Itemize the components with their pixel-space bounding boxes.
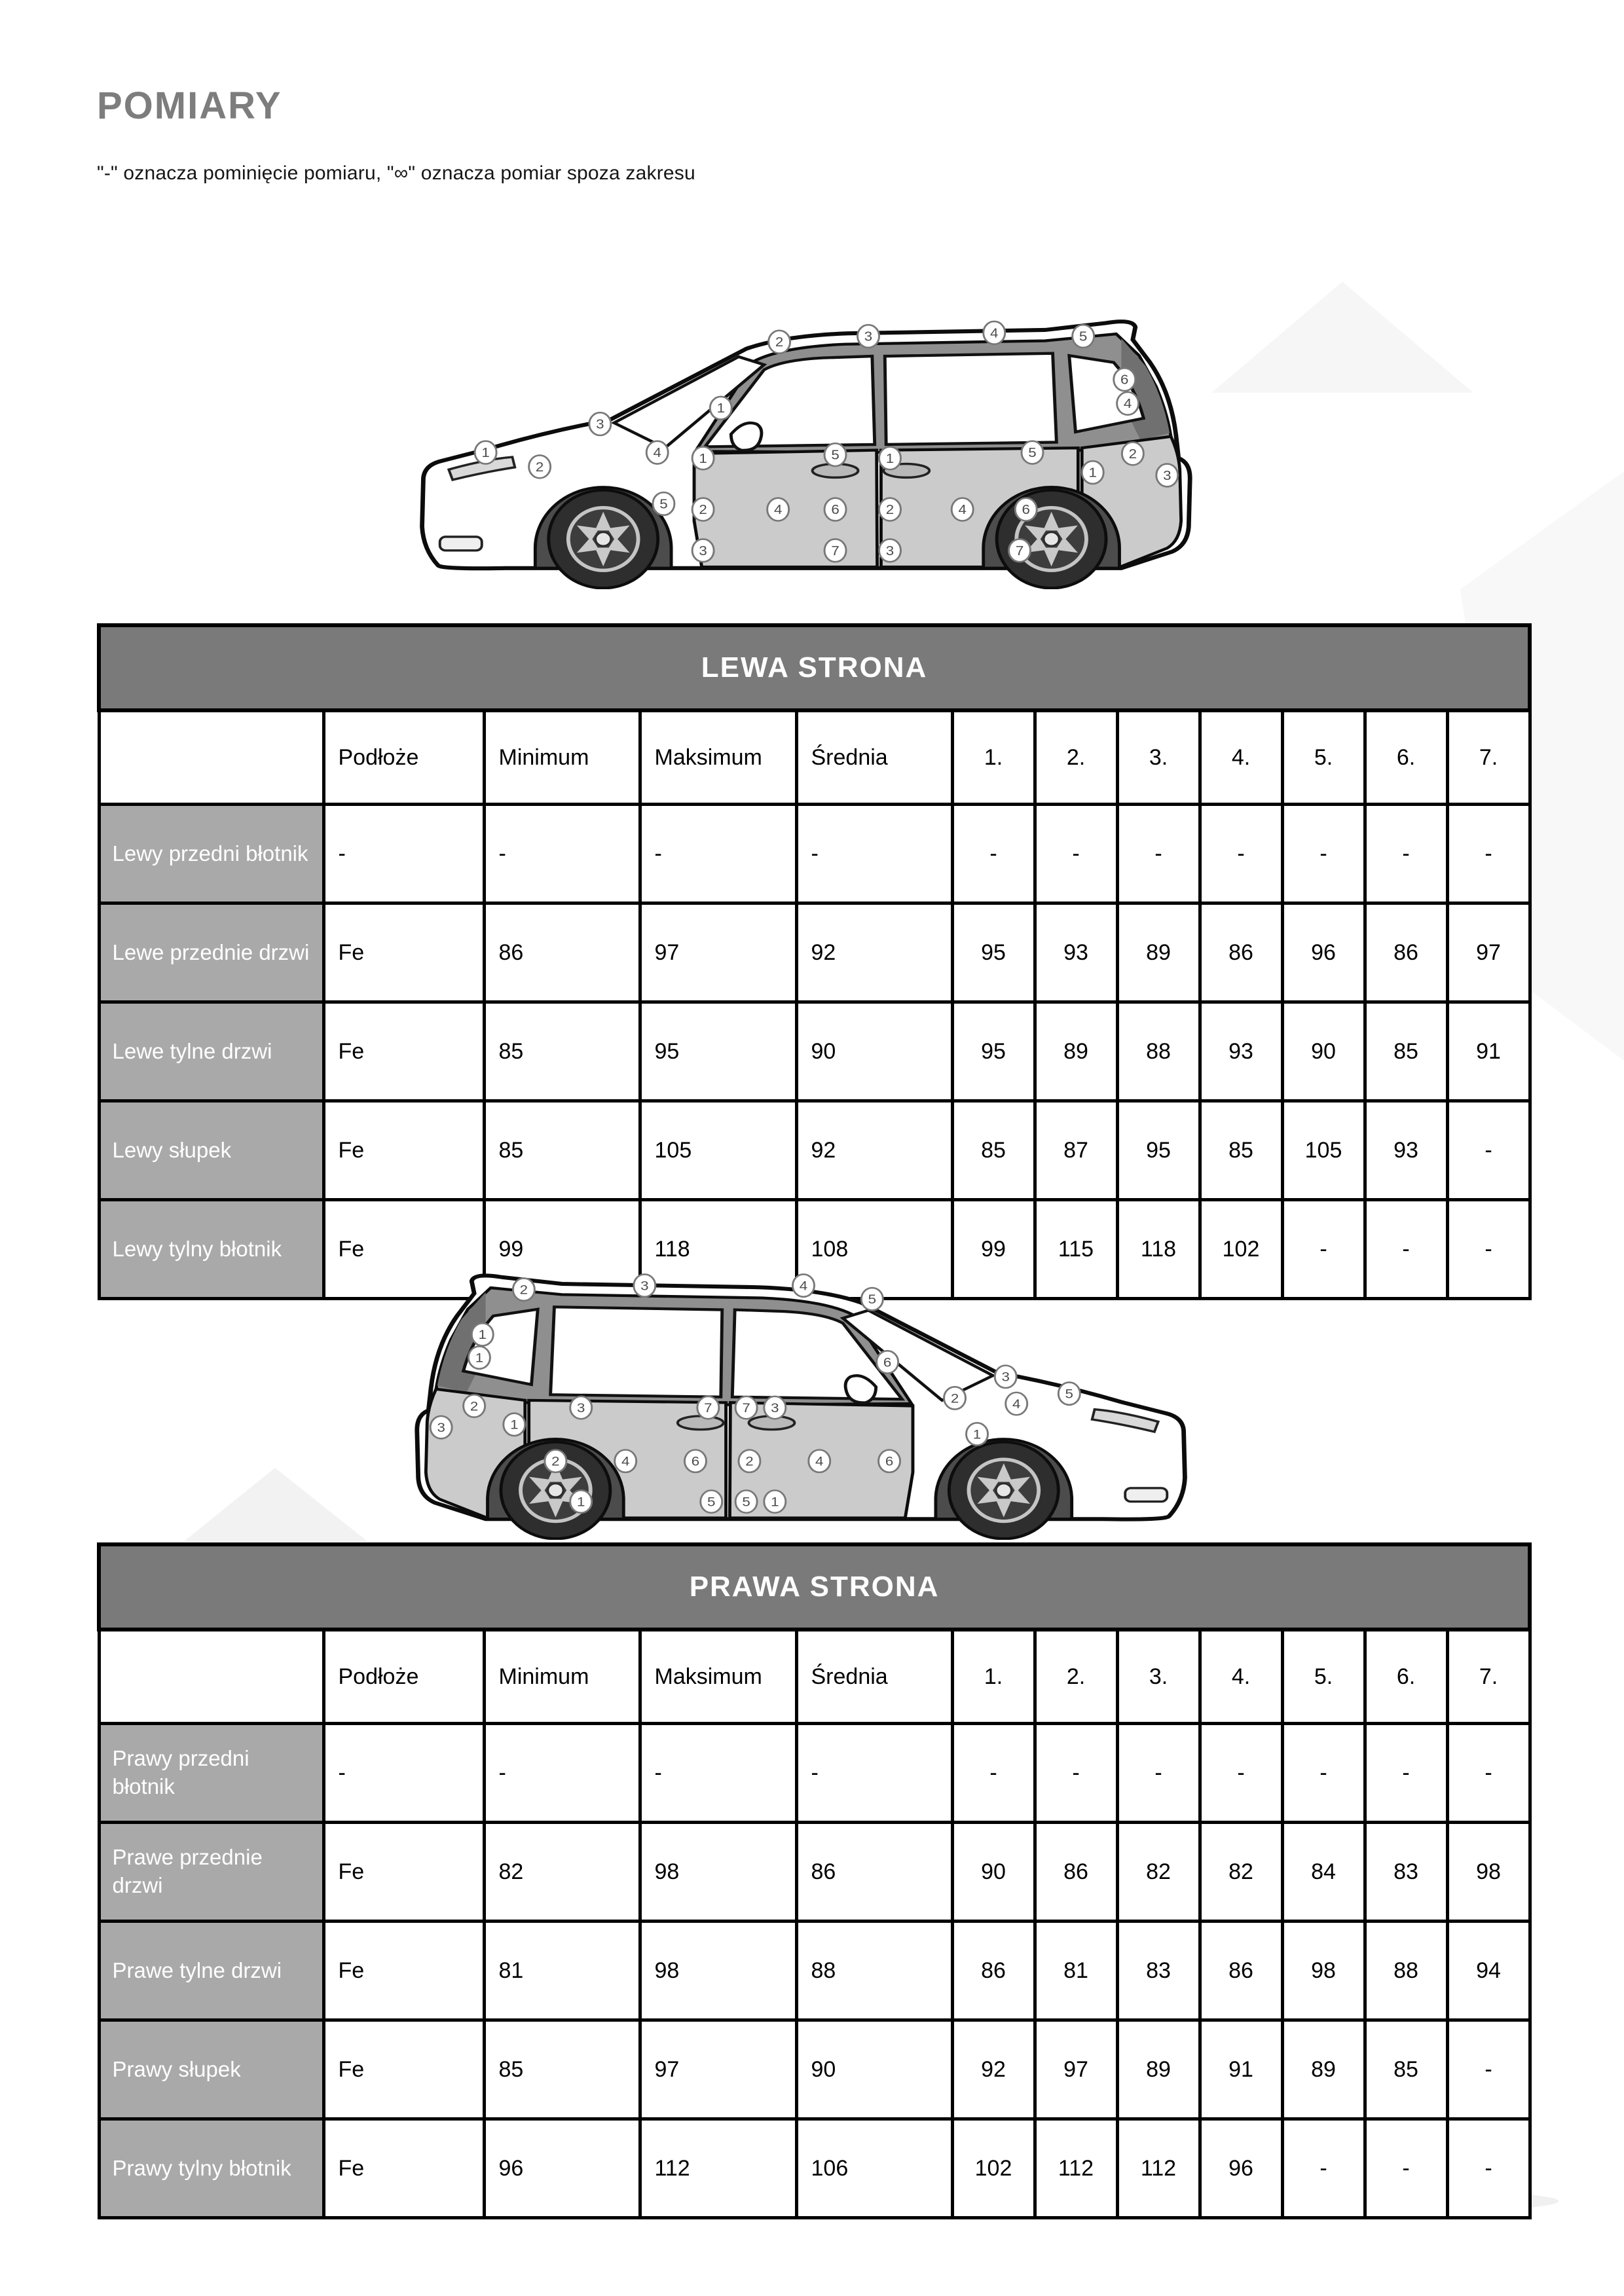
- cell-value: Fe: [323, 1200, 484, 1299]
- measure-point-number: 1: [771, 1495, 779, 1510]
- measure-point-number: 2: [745, 1454, 754, 1469]
- cell-value: 99: [484, 1200, 640, 1299]
- measure-point-number: 3: [596, 417, 604, 432]
- measure-point-number: 7: [742, 1401, 750, 1415]
- cell-value: -: [1447, 2020, 1530, 2119]
- measure-point-number: 3: [1163, 468, 1172, 483]
- cell-value: 90: [1282, 1002, 1365, 1101]
- cell-value: 93: [1365, 1101, 1447, 1200]
- measure-point-number: 4: [773, 503, 783, 517]
- cell-value: Fe: [323, 2119, 484, 2218]
- measure-point-number: 3: [577, 1401, 585, 1415]
- column-header: Podłoże: [323, 710, 484, 805]
- cell-value: -: [1035, 805, 1117, 903]
- cell-value: 90: [796, 2020, 952, 2119]
- measure-point-number: 6: [691, 1454, 700, 1469]
- column-header: 6.: [1365, 710, 1447, 805]
- cell-value: 99: [952, 1200, 1035, 1299]
- cell-value: 85: [1365, 1002, 1447, 1101]
- column-header: 3.: [1117, 1630, 1200, 1724]
- cell-value: -: [952, 805, 1035, 903]
- cell-value: 88: [1117, 1002, 1200, 1101]
- cell-value: 85: [484, 1002, 640, 1101]
- measure-point-number: 1: [716, 401, 726, 416]
- measure-point-number: 1: [475, 1351, 484, 1366]
- cell-value: 98: [640, 1823, 796, 1922]
- cell-value: 105: [640, 1101, 796, 1200]
- row-label: Lewy słupek: [99, 1101, 323, 1200]
- measure-point-number: 2: [950, 1391, 959, 1406]
- measure-point-number: 3: [771, 1401, 779, 1415]
- car-right-illustration: [417, 1275, 1185, 1539]
- cell-value: 86: [796, 1823, 952, 1922]
- column-header: Średnia: [796, 710, 952, 805]
- measure-point-number: 4: [1123, 397, 1132, 411]
- cell-value: 95: [1117, 1101, 1200, 1200]
- cell-value: -: [1447, 805, 1530, 903]
- column-header: 7.: [1447, 710, 1530, 805]
- measure-point-number: 4: [990, 326, 999, 341]
- table-row: [99, 903, 1530, 1002]
- cell-value: 87: [1035, 1101, 1117, 1200]
- cell-value: -: [1282, 1724, 1365, 1823]
- table-title: PRAWA STRONA: [99, 1544, 1530, 1630]
- cell-value: 82: [484, 1823, 640, 1922]
- measure-point-number: 5: [1028, 446, 1037, 460]
- cell-value: 85: [1200, 1101, 1282, 1200]
- measure-point-number: 4: [958, 503, 967, 517]
- cell-value: -: [1200, 805, 1282, 903]
- measure-point-number: 6: [831, 503, 840, 517]
- cell-value: -: [1365, 805, 1447, 903]
- column-header: Maksimum: [640, 710, 796, 805]
- cell-value: 92: [796, 1101, 952, 1200]
- cell-value: -: [952, 1724, 1035, 1823]
- column-header: Maksimum: [640, 1630, 796, 1724]
- measure-point-number: 2: [699, 503, 707, 517]
- left-side-table: [97, 623, 1532, 1300]
- right-side-table: [97, 1542, 1532, 2219]
- cell-value: 98: [640, 1922, 796, 2020]
- cell-value: 91: [1200, 2020, 1282, 2119]
- cell-value: 89: [1035, 1002, 1117, 1101]
- measure-point-number: 5: [831, 448, 840, 463]
- cell-value: 102: [1200, 1200, 1282, 1299]
- cell-value: 89: [1117, 903, 1200, 1002]
- cell-value: 90: [796, 1002, 952, 1101]
- cell-value: 96: [484, 2119, 640, 2218]
- cell-value: Fe: [323, 1922, 484, 2020]
- cell-value: 91: [1447, 1002, 1530, 1101]
- column-header: 4.: [1200, 710, 1282, 805]
- cell-value: Fe: [323, 2020, 484, 2119]
- measure-point-number: 5: [707, 1495, 716, 1510]
- cell-value: -: [1117, 1724, 1200, 1823]
- measure-point-number: 5: [868, 1292, 877, 1307]
- cell-value: 92: [796, 903, 952, 1002]
- measure-point-number: 3: [885, 543, 895, 558]
- cell-value: 97: [640, 2020, 796, 2119]
- row-label: Lewy tylny błotnik: [99, 1200, 323, 1299]
- column-header: 5.: [1282, 710, 1365, 805]
- cell-value: 106: [796, 2119, 952, 2218]
- measure-point-number: 2: [1128, 446, 1137, 462]
- row-label: Prawe tylne drzwi: [99, 1922, 323, 2020]
- measure-point-number: 1: [885, 451, 895, 466]
- cell-value: 85: [484, 1101, 640, 1200]
- measure-point-number: 4: [621, 1454, 630, 1469]
- measure-point-number: 3: [864, 329, 873, 344]
- cell-value: -: [323, 805, 484, 903]
- cell-value: 97: [640, 903, 796, 1002]
- cell-value: 95: [952, 903, 1035, 1002]
- cell-value: -: [1282, 1200, 1365, 1299]
- cell-value: -: [1282, 805, 1365, 903]
- cell-value: -: [323, 1724, 484, 1823]
- table-row: [99, 805, 1530, 903]
- cell-value: 94: [1447, 1922, 1530, 2020]
- column-header: 7.: [1447, 1630, 1530, 1724]
- cell-value: 83: [1365, 1823, 1447, 1922]
- row-label: Lewe przednie drzwi: [99, 903, 323, 1002]
- cell-value: 86: [1200, 903, 1282, 1002]
- column-header: 1.: [952, 1630, 1035, 1724]
- measure-point-number: 7: [831, 543, 840, 558]
- cell-value: 118: [1117, 1200, 1200, 1299]
- cell-value: -: [796, 805, 952, 903]
- cell-value: -: [1117, 805, 1200, 903]
- measure-point-number: 2: [535, 460, 544, 475]
- cell-value: 86: [1035, 1823, 1117, 1922]
- cell-value: 112: [1117, 2119, 1200, 2218]
- measure-point-number: 2: [470, 1399, 479, 1414]
- measure-point-number: 1: [478, 1328, 487, 1342]
- cell-value: -: [1200, 1724, 1282, 1823]
- measure-point-number: 7: [704, 1401, 712, 1415]
- cell-value: 97: [1035, 2020, 1117, 2119]
- cell-value: -: [640, 805, 796, 903]
- cell-value: -: [1035, 1724, 1117, 1823]
- measure-point-number: 6: [885, 1454, 894, 1469]
- cell-value: -: [1365, 1724, 1447, 1823]
- table-row: [99, 2020, 1530, 2119]
- column-header: 4.: [1200, 1630, 1282, 1724]
- measure-point-number: 1: [1088, 465, 1097, 481]
- measure-point-number: 3: [640, 1279, 649, 1294]
- cell-value: -: [1365, 1200, 1447, 1299]
- cell-value: 81: [1035, 1922, 1117, 2020]
- measure-point-number: 3: [1001, 1370, 1010, 1385]
- measure-point-number: 2: [519, 1283, 528, 1298]
- cell-value: -: [1447, 2119, 1530, 2218]
- cell-value: 96: [1200, 2119, 1282, 2218]
- page-subtitle: "-" oznacza pominięcie pomiaru, "∞" oznacza pomiar spoza zakresu: [97, 162, 695, 184]
- cell-value: 85: [484, 2020, 640, 2119]
- cell-value: 86: [1200, 1922, 1282, 2020]
- cell-value: -: [640, 1724, 796, 1823]
- measure-point-number: 3: [699, 543, 707, 558]
- cell-value: 82: [1117, 1823, 1200, 1922]
- measure-point-number: 1: [510, 1417, 519, 1432]
- cell-value: 115: [1035, 1200, 1117, 1299]
- measure-point-number: 5: [1065, 1387, 1073, 1402]
- cell-value: 95: [640, 1002, 796, 1101]
- cell-value: 93: [1035, 903, 1117, 1002]
- watermark-shape: [183, 1468, 368, 1542]
- column-header: Średnia: [796, 1630, 952, 1724]
- cell-value: 118: [640, 1200, 796, 1299]
- column-header: Minimum: [484, 710, 640, 805]
- cell-value: 89: [1117, 2020, 1200, 2119]
- measure-point-number: 5: [1079, 329, 1088, 344]
- cell-value: 82: [1200, 1823, 1282, 1922]
- row-label: Prawe przednie drzwi: [99, 1823, 323, 1922]
- measure-point-number: 3: [437, 1421, 445, 1435]
- watermark-shape: [1211, 282, 1473, 393]
- cell-value: -: [1447, 1200, 1530, 1299]
- measure-point-number: 4: [799, 1279, 808, 1294]
- cell-value: 84: [1282, 1823, 1365, 1922]
- table-row: [99, 2119, 1530, 2218]
- column-header: [99, 1630, 323, 1724]
- cell-value: -: [484, 805, 640, 903]
- column-header: 2.: [1035, 1630, 1117, 1724]
- measure-point-number: 7: [1015, 543, 1024, 558]
- measure-point-number: 6: [1022, 503, 1030, 517]
- measure-point-number: 1: [972, 1427, 982, 1442]
- column-header: 1.: [952, 710, 1035, 805]
- measure-point-number: 5: [742, 1495, 750, 1510]
- row-label: Prawy przedni błotnik: [99, 1724, 323, 1823]
- cell-value: -: [1365, 2119, 1447, 2218]
- column-header: 6.: [1365, 1630, 1447, 1724]
- table-row: [99, 1101, 1530, 1200]
- measure-point-number: 4: [653, 446, 661, 460]
- cell-value: 85: [1365, 2020, 1447, 2119]
- car-diagram-right-side: [390, 1236, 1217, 1540]
- row-label: Lewy przedni błotnik: [99, 805, 323, 903]
- cell-value: 85: [952, 1101, 1035, 1200]
- cell-value: 83: [1117, 1922, 1200, 2020]
- measure-point-number: 1: [577, 1495, 585, 1510]
- cell-value: 108: [796, 1200, 952, 1299]
- cell-value: -: [1447, 1724, 1530, 1823]
- column-header: 2.: [1035, 710, 1117, 805]
- measure-point-number: 1: [481, 446, 490, 460]
- cell-value: 112: [640, 2119, 796, 2218]
- cell-value: 96: [1282, 903, 1365, 1002]
- cell-value: 95: [952, 1002, 1035, 1101]
- measure-point-number: 5: [659, 497, 668, 512]
- cell-value: 86: [484, 903, 640, 1002]
- measure-point-number: 6: [883, 1355, 892, 1370]
- measure-point-number: 1: [699, 451, 707, 466]
- cell-value: 90: [952, 1823, 1035, 1922]
- cell-value: Fe: [323, 1002, 484, 1101]
- cell-value: 98: [1282, 1922, 1365, 2020]
- table-row: [99, 1724, 1530, 1823]
- column-header: 3.: [1117, 710, 1200, 805]
- cell-value: 89: [1282, 2020, 1365, 2119]
- cell-value: 98: [1447, 1823, 1530, 1922]
- table-title: LEWA STRONA: [99, 625, 1530, 710]
- cell-value: Fe: [323, 1101, 484, 1200]
- table-row: [99, 1922, 1530, 2020]
- cell-value: 86: [1365, 903, 1447, 1002]
- cell-value: 105: [1282, 1101, 1365, 1200]
- cell-value: 93: [1200, 1002, 1282, 1101]
- row-label: Lewe tylne drzwi: [99, 1002, 323, 1101]
- cell-value: 86: [952, 1922, 1035, 2020]
- measure-point-number: 4: [1012, 1397, 1021, 1412]
- measure-point-number: 4: [815, 1454, 824, 1469]
- cell-value: 102: [952, 2119, 1035, 2218]
- cell-value: Fe: [323, 1823, 484, 1922]
- row-label: Prawy słupek: [99, 2020, 323, 2119]
- cell-value: Fe: [323, 903, 484, 1002]
- car-diagram-left-side: [390, 282, 1217, 589]
- row-label: Prawy tylny błotnik: [99, 2119, 323, 2218]
- page-title: POMIARY: [97, 84, 282, 127]
- cell-value: -: [796, 1724, 952, 1823]
- table-row: [99, 1002, 1530, 1101]
- cell-value: 88: [796, 1922, 952, 2020]
- cell-value: 92: [952, 2020, 1035, 2119]
- measure-point-number: 2: [551, 1454, 560, 1469]
- cell-value: 81: [484, 1922, 640, 2020]
- cell-value: 112: [1035, 2119, 1117, 2218]
- measure-point-number: 6: [1120, 373, 1129, 388]
- cell-value: -: [484, 1724, 640, 1823]
- column-header: [99, 710, 323, 805]
- column-header: Podłoże: [323, 1630, 484, 1724]
- cell-value: -: [1282, 2119, 1365, 2218]
- measure-point-number: 2: [885, 503, 895, 517]
- column-header: 5.: [1282, 1630, 1365, 1724]
- cell-value: 97: [1447, 903, 1530, 1002]
- cell-value: -: [1447, 1101, 1530, 1200]
- column-header: Minimum: [484, 1630, 640, 1724]
- cell-value: 88: [1365, 1922, 1447, 2020]
- measure-point-number: 2: [775, 335, 784, 350]
- table-row: [99, 1823, 1530, 1922]
